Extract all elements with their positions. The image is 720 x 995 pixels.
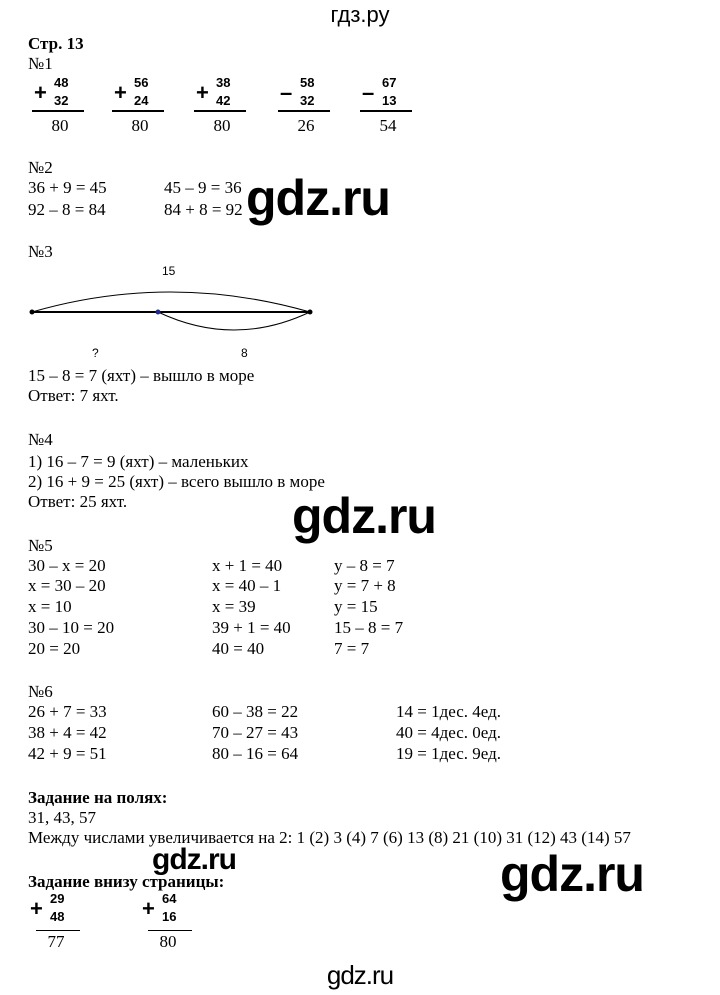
sum-result: 80 [131, 116, 149, 135]
margin-task-explanation: Между числами увеличивается на 2: 1 (2) 3 (4) 7 (6) 13 (8) 21 (10) 31 (12) 43 (14) 57 [28, 828, 631, 847]
equation-line: 39 + 1 = 40 [212, 618, 291, 637]
part-label: 8 [241, 346, 248, 360]
sum-line [32, 110, 84, 112]
diff-result: 26 [297, 116, 315, 135]
task4-line: 2) 16 + 9 = 25 (яхт) – всего вышло в море [28, 472, 325, 491]
sum-result: 80 [51, 116, 69, 135]
task4-label: №4 [28, 430, 53, 449]
addend-top: 38 [216, 75, 231, 90]
equation-line: y = 15 [334, 597, 378, 616]
operator: + [114, 80, 127, 105]
sum-result: 80 [213, 116, 231, 135]
diff-line [278, 110, 330, 112]
equation-line: x + 1 = 40 [212, 556, 283, 575]
segment-start-point [30, 310, 35, 315]
equation-line: 7 = 7 [334, 639, 370, 658]
task6-label: №6 [28, 682, 53, 701]
minuend: 67 [382, 75, 397, 90]
addend-bottom: 48 [50, 909, 65, 924]
equation-line: 20 = 20 [28, 639, 81, 658]
equation-line: 40 = 4дес. 0ед. [396, 723, 501, 742]
sum-result: 80 [159, 932, 177, 951]
operator: + [34, 80, 47, 105]
sum-result: 77 [47, 932, 65, 951]
margin-task-heading: Задание на полях: [28, 788, 168, 807]
subtrahend: 13 [382, 93, 397, 108]
sum-line [148, 930, 192, 931]
equation-line: y = 7 + 8 [334, 576, 396, 595]
equation-line: x = 10 [28, 597, 72, 616]
total-arc [32, 292, 310, 312]
part-arc [158, 312, 310, 330]
equation-line: y – 8 = 7 [334, 556, 395, 575]
bottom-task-column-sum-1 [26, 892, 86, 968]
task3-answer: Ответ: 7 яхт. [28, 386, 119, 405]
watermark-logo: gdz.ru [152, 843, 236, 876]
task5-label: №5 [28, 536, 53, 555]
equation-line: 26 + 7 = 33 [28, 702, 107, 721]
task4-line: 1) 16 – 7 = 9 (яхт) – маленьких [28, 452, 249, 471]
addend-bottom: 32 [54, 93, 69, 108]
bottom-task-column-sum-2 [138, 892, 198, 968]
watermark-logo: gdz.ru [246, 170, 390, 226]
total-label: 15 [162, 264, 176, 278]
segment-end-point [308, 310, 313, 315]
addend-top: 29 [50, 891, 65, 906]
page-title: Стр. 13 [28, 34, 84, 53]
watermark-logo: gdz.ru [292, 488, 436, 544]
sum-line [112, 110, 164, 112]
sum-line [194, 110, 246, 112]
operator: – [362, 80, 375, 105]
equation-line: 42 + 9 = 51 [28, 744, 107, 763]
diff-result: 54 [379, 116, 397, 135]
task2-line: 84 + 8 = 92 [164, 200, 243, 219]
task1-label: №1 [28, 54, 53, 73]
subtrahend: 32 [300, 93, 315, 108]
addend-bottom: 42 [216, 93, 231, 108]
diff-line [360, 110, 412, 112]
segment-middle-point [156, 310, 161, 315]
task2-line: 45 – 9 = 36 [164, 178, 242, 197]
task1-column-diff-1 [276, 76, 336, 152]
unknown-label: ? [92, 346, 99, 360]
operator: + [196, 80, 209, 105]
task3-label: №3 [28, 242, 53, 261]
addend-bottom: 24 [134, 93, 149, 108]
equation-line: 70 – 27 = 43 [212, 723, 299, 742]
operator: + [142, 896, 155, 921]
task2-line: 92 – 8 = 84 [28, 200, 106, 219]
addend-top: 64 [162, 891, 177, 906]
site-header: гдз.ру [330, 2, 390, 27]
equation-line: 30 – 10 = 20 [28, 618, 115, 637]
bottom-task-heading: Задание внизу страницы: [28, 872, 225, 891]
equation-line: 14 = 1дес. 4ед. [396, 702, 501, 721]
task1-column-sum-1 [30, 76, 90, 152]
equation-line: 60 – 38 = 22 [212, 702, 299, 721]
watermark-logo: gdz.ru [500, 846, 644, 902]
margin-task-numbers: 31, 43, 57 [28, 808, 96, 827]
minuend: 58 [300, 75, 315, 90]
equation-line: x = 40 – 1 [212, 576, 282, 595]
equation-line: 15 – 8 = 7 [334, 618, 404, 637]
equation-line: 30 – x = 20 [28, 556, 106, 575]
task1-column-sum-2 [110, 76, 170, 152]
equation-line: 19 = 1дес. 9ед. [396, 744, 501, 763]
sum-line [36, 930, 80, 931]
task1-column-diff-2 [358, 76, 418, 152]
equation-line: x = 30 – 20 [28, 576, 106, 595]
equation-line: 38 + 4 = 42 [28, 723, 107, 742]
operator: + [30, 896, 43, 921]
equation-line: 80 – 16 = 64 [212, 744, 299, 763]
task2-label: №2 [28, 158, 53, 177]
task3-solution: 15 – 8 = 7 (яхт) – вышло в море [28, 366, 255, 385]
equation-line: 40 = 40 [212, 639, 265, 658]
equation-line: x = 39 [212, 597, 256, 616]
addend-bottom: 16 [162, 909, 177, 924]
task1-column-sum-3 [192, 76, 252, 152]
task4-answer: Ответ: 25 яхт. [28, 492, 128, 511]
operator: – [280, 80, 293, 105]
site-footer: gdz.ru [326, 960, 394, 990]
addend-top: 48 [54, 75, 69, 90]
task2-line: 36 + 9 = 45 [28, 178, 107, 197]
addend-top: 56 [134, 75, 149, 90]
